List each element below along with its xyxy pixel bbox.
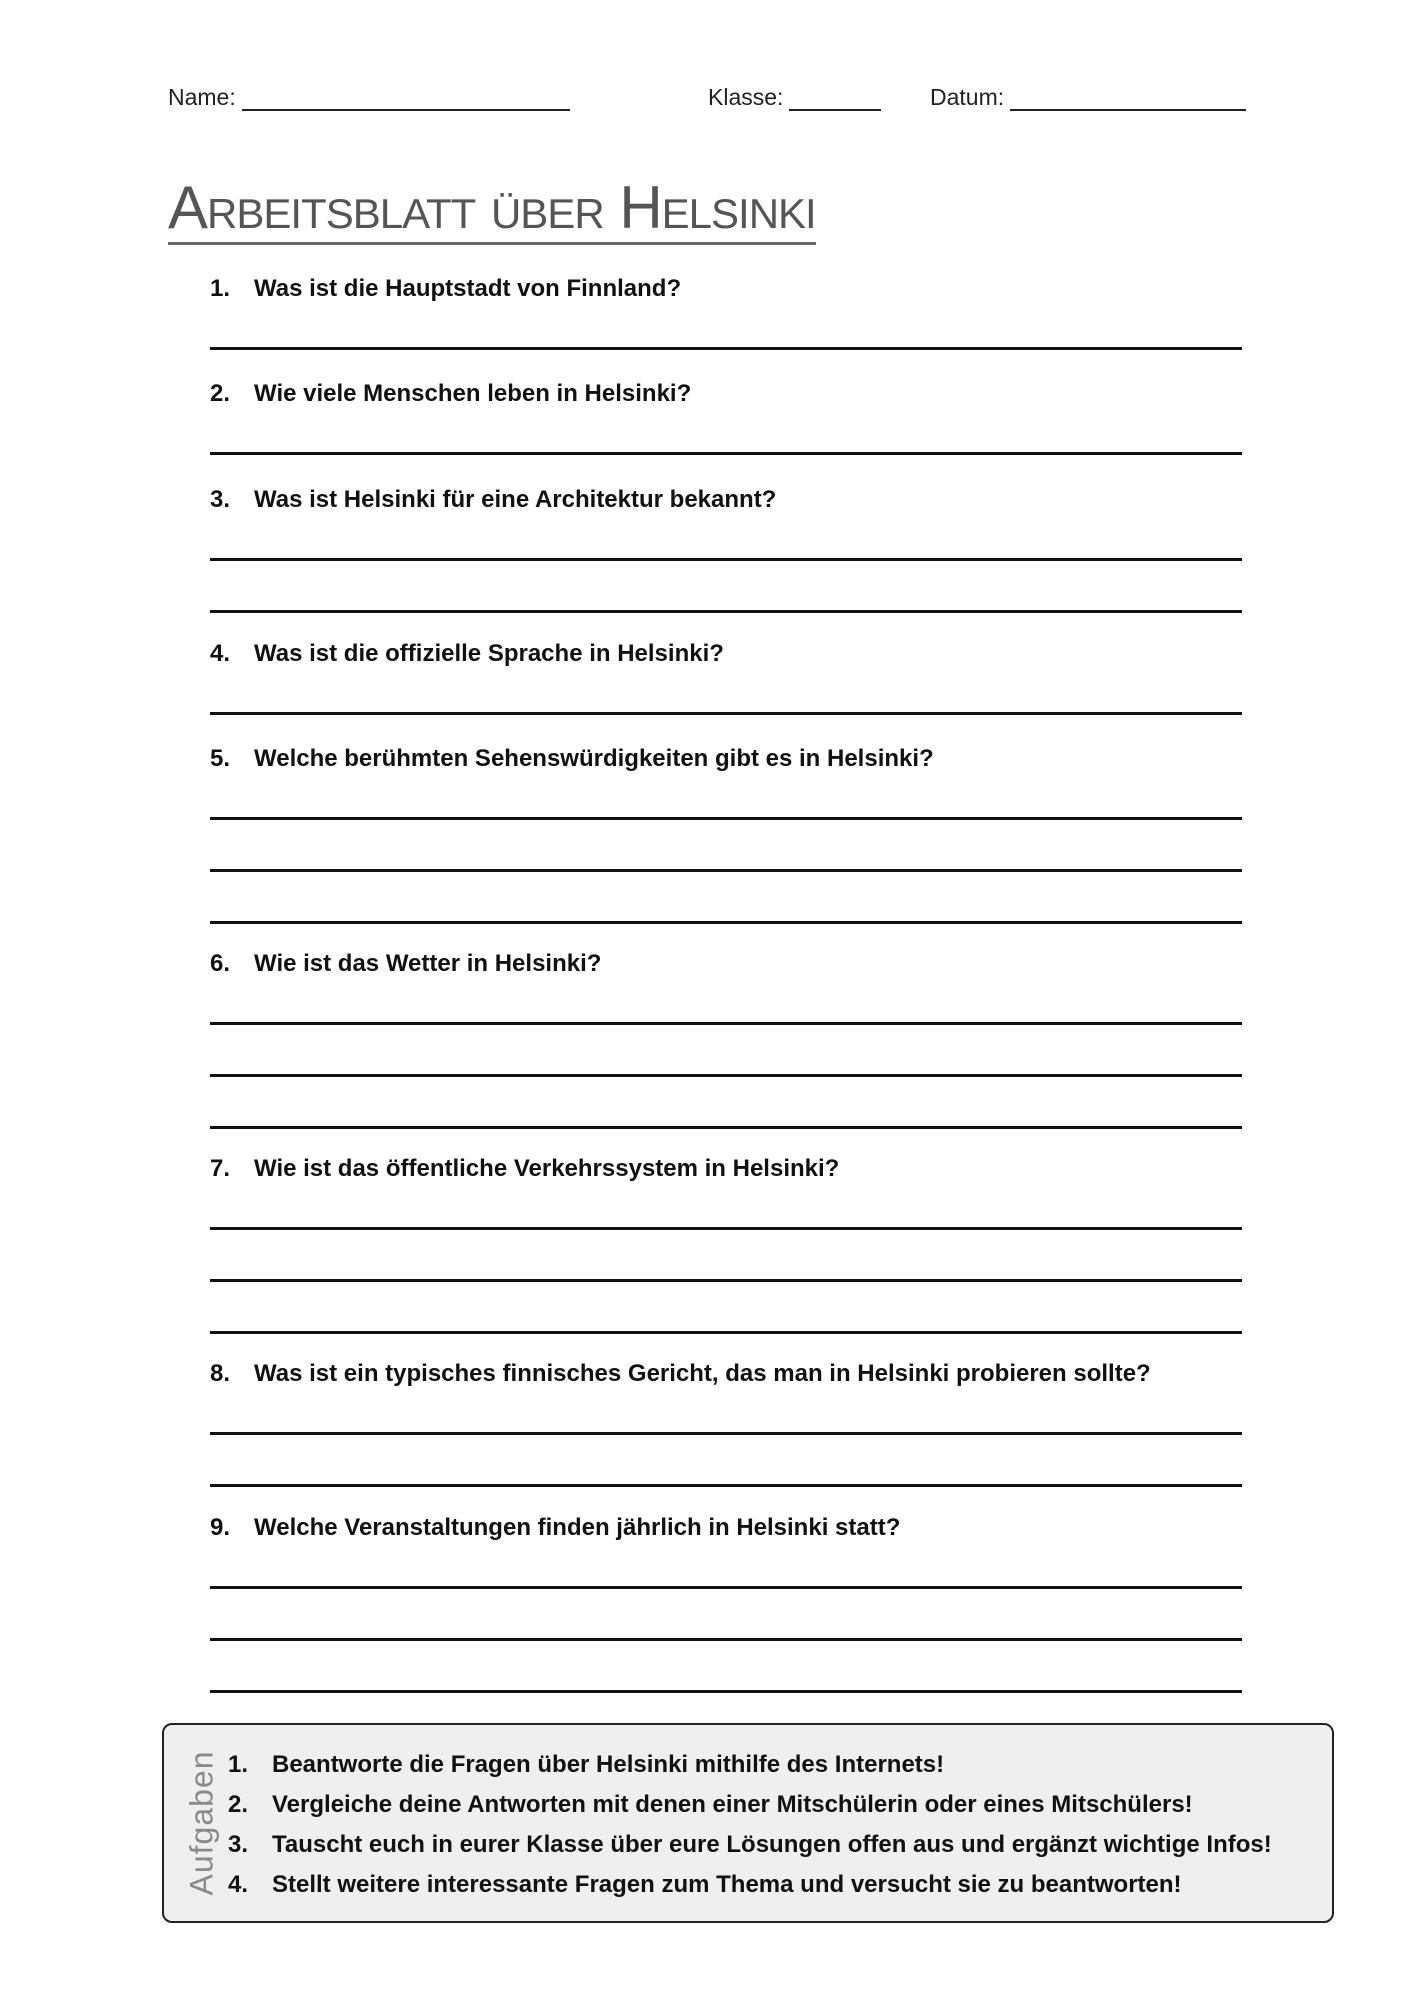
question-number: 1. xyxy=(210,275,231,302)
question-number: 2. xyxy=(210,380,231,407)
task-text: Stellt weitere interessante Fragen zum Thema und versucht sie zu beantworten! xyxy=(272,1871,1182,1898)
task-text: Beantworte die Fragen über Helsinki mithilfe des Internets! xyxy=(272,1751,945,1778)
question-6 xyxy=(210,950,1242,978)
question-number: 5. xyxy=(210,745,231,772)
name-field[interactable] xyxy=(168,84,570,111)
name-blank-line[interactable] xyxy=(242,89,570,111)
task-item-3 xyxy=(228,1825,1272,1865)
name-label: Name: xyxy=(168,84,236,110)
task-list xyxy=(228,1745,1272,1905)
answer-line[interactable] xyxy=(210,1638,1242,1641)
question-number: 6. xyxy=(210,950,231,977)
question-text: Wie ist das Wetter in Helsinki? xyxy=(254,950,602,977)
question-9 xyxy=(210,1514,1242,1542)
task-text: Vergleiche deine Antworten mit denen einer Mitschülerin oder eines Mitschülers! xyxy=(272,1791,1193,1818)
question-8 xyxy=(210,1360,1242,1388)
answer-line[interactable] xyxy=(210,1227,1242,1230)
answer-line[interactable] xyxy=(210,1279,1242,1282)
class-label: Klasse: xyxy=(708,84,784,110)
question-number: 7. xyxy=(210,1155,231,1182)
answer-line[interactable] xyxy=(210,1331,1242,1334)
task-number: 2. xyxy=(228,1791,249,1818)
question-number: 8. xyxy=(210,1360,231,1387)
question-3 xyxy=(210,486,1242,514)
question-4 xyxy=(210,640,1242,668)
date-field[interactable] xyxy=(930,84,1246,111)
answer-line[interactable] xyxy=(210,610,1242,613)
page-title: Arbeitsblatt über Helsinki xyxy=(168,178,816,245)
answer-line[interactable] xyxy=(210,1022,1242,1025)
task-text: Tauscht euch in eurer Klasse über eure Lösungen offen aus und ergänzt wichtige Infos! xyxy=(272,1831,1272,1858)
question-text: Welche Veranstaltungen finden jährlich in Helsinki statt? xyxy=(254,1514,901,1541)
question-number: 9. xyxy=(210,1514,231,1541)
answer-line[interactable] xyxy=(210,452,1242,455)
class-field[interactable] xyxy=(708,84,881,111)
question-number: 4. xyxy=(210,640,231,667)
date-label: Datum: xyxy=(930,84,1005,110)
answer-line[interactable] xyxy=(210,558,1242,561)
question-1 xyxy=(210,275,1242,303)
question-text: Wie ist das öffentliche Verkehrssystem in Helsinki? xyxy=(254,1155,840,1182)
answer-line[interactable] xyxy=(210,869,1242,872)
answer-line[interactable] xyxy=(210,817,1242,820)
question-text: Was ist Helsinki für eine Architektur bekannt? xyxy=(254,486,777,513)
task-item-1 xyxy=(228,1745,1272,1785)
question-number: 3. xyxy=(210,486,231,513)
question-2 xyxy=(210,380,1242,408)
answer-line[interactable] xyxy=(210,1432,1242,1435)
task-item-2 xyxy=(228,1785,1272,1825)
answer-line[interactable] xyxy=(210,347,1242,350)
answer-line[interactable] xyxy=(210,712,1242,715)
answer-line[interactable] xyxy=(210,1074,1242,1077)
task-box xyxy=(162,1723,1334,1923)
class-blank-line[interactable] xyxy=(789,89,881,111)
date-blank-line[interactable] xyxy=(1010,89,1246,111)
question-7 xyxy=(210,1155,1242,1183)
question-text: Wie viele Menschen leben in Helsinki? xyxy=(254,380,692,407)
question-text: Was ist die Hauptstadt von Finnland? xyxy=(254,275,682,302)
task-box-label: Aufgaben xyxy=(183,1750,220,1896)
task-number: 1. xyxy=(228,1751,249,1778)
answer-line[interactable] xyxy=(210,1586,1242,1589)
answer-line[interactable] xyxy=(210,1690,1242,1693)
answer-line[interactable] xyxy=(210,921,1242,924)
task-item-4 xyxy=(228,1865,1272,1905)
question-text: Was ist die offizielle Sprache in Helsinki? xyxy=(254,640,724,667)
student-info-header xyxy=(168,84,1248,114)
answer-line[interactable] xyxy=(210,1484,1242,1487)
answer-line[interactable] xyxy=(210,1126,1242,1129)
question-5 xyxy=(210,745,1242,773)
question-text: Was ist ein typisches finnisches Gericht, das man in Helsinki probieren sollte? xyxy=(254,1360,1151,1387)
task-number: 4. xyxy=(228,1871,249,1898)
task-number: 3. xyxy=(228,1831,249,1858)
question-text: Welche berühmten Sehenswürdigkeiten gibt es in Helsinki? xyxy=(254,745,934,772)
